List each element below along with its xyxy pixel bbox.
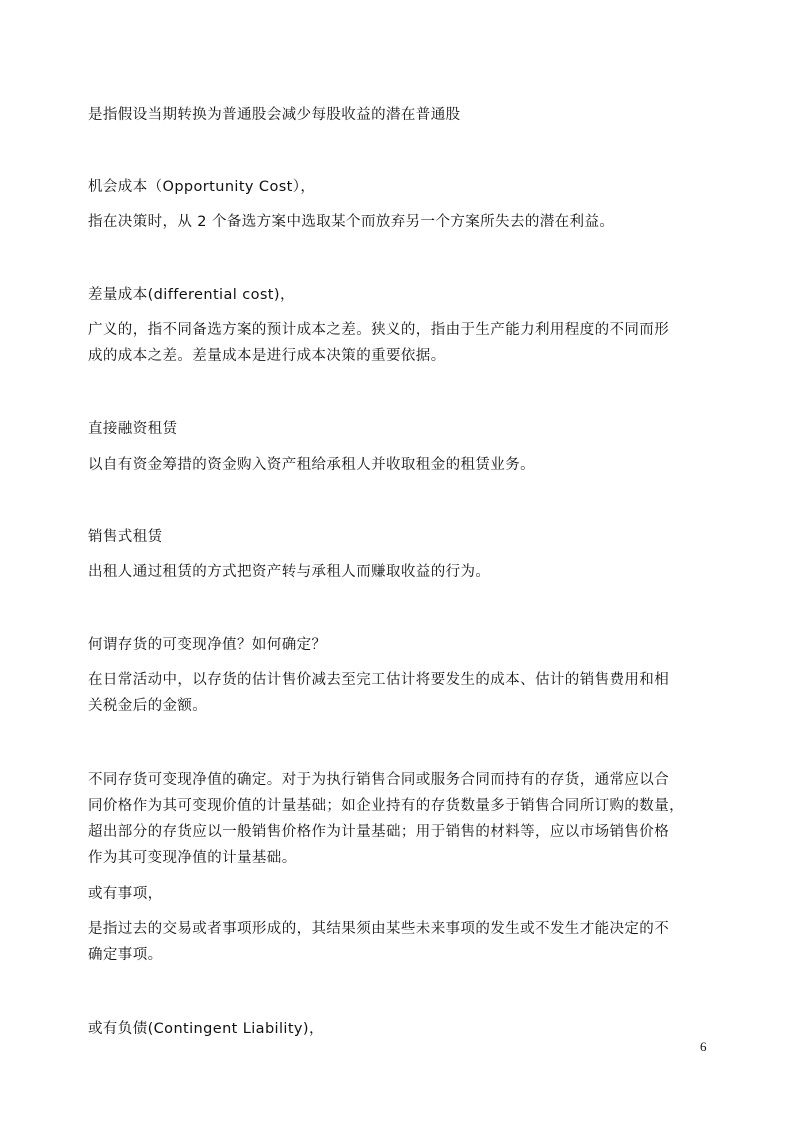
definition-line: 广义的，指不同备选方案的预计成本之差。狭义的，指由于生产能力利用程度的不同而形 <box>88 322 670 338</box>
question-heading: 何谓存货的可变现净值？如何确定？ <box>88 637 327 653</box>
answer-line: 在日常活动中，以存货的估计售价减去至完工估计将要发生的成本、估计的销售费用和相 <box>88 672 670 688</box>
answer-line: 不同存货可变现净值的确定。对于为执行销售合同或服务合同而持有的存货，通常应以合 <box>88 772 670 788</box>
definition-line: 确定事项。 <box>88 947 163 963</box>
term-heading: 或有事项， <box>88 886 163 902</box>
answer-line: 超出部分的存货应以一般销售价格作为计量基础；用于销售的材料等，应以市场销售价格 <box>88 824 670 840</box>
term-heading: 销售式租赁 <box>88 529 163 545</box>
page-number: 6 <box>700 1039 707 1054</box>
term-heading: 或有负债(Contingent Liability)， <box>88 1021 324 1037</box>
answer-line: 同价格作为其可变现价值的计量基础；如企业持有的存货数量多于销售合同所订购的数量， <box>88 798 684 814</box>
term-heading: 直接融资租赁 <box>88 421 178 437</box>
definition-line: 是指过去的交易或者事项形成的，其结果须由某些未来事项的发生或不发生才能决定的不 <box>88 921 670 937</box>
answer-line: 关税金后的金额。 <box>88 698 208 714</box>
definition-line: 以自有资金筹措的资金购入资产租给承租人并收取租金的租赁业务。 <box>88 457 535 473</box>
term-heading: 机会成本（Opportunity Cost）， <box>88 179 316 195</box>
term-heading: 差量成本(differential cost)， <box>88 287 295 303</box>
definition-line: 指在决策时，从 2 个备选方案中选取某个而放弃另一个方案所失去的潜在利益。 <box>88 214 615 230</box>
text-line: 是指假设当期转换为普通股会减少每股收益的潜在普通股 <box>88 107 461 123</box>
definition-line: 出租人通过租赁的方式把资产转与承租人而赚取收益的行为。 <box>88 564 491 580</box>
definition-line: 成的成本之差。差量成本是进行成本决策的重要依据。 <box>88 348 446 364</box>
answer-line: 作为其可变现净值的计量基础。 <box>88 850 297 866</box>
